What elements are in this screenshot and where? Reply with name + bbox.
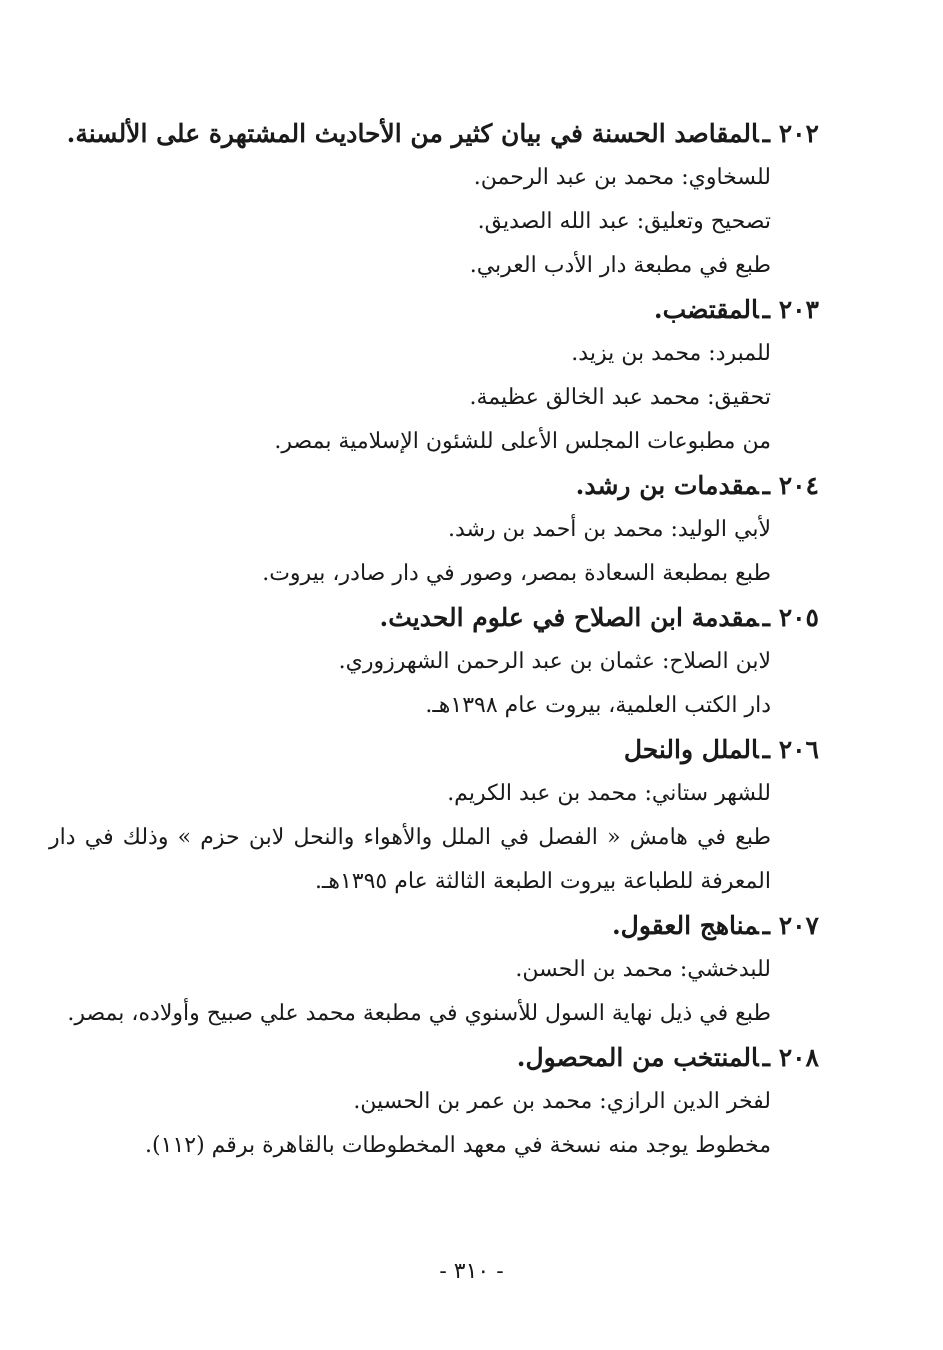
entry-202 bbox=[49, 112, 819, 288]
entry-publisher: طبع في ذيل نهاية السول للأسنوي في مطبعة محمد علي صبيح وأولاده، بمصر. bbox=[67, 1001, 771, 1026]
entry-208 bbox=[49, 1036, 819, 1168]
entry-title: مقدمات بن رشد. bbox=[575, 471, 759, 500]
entry-heading bbox=[49, 1036, 819, 1080]
entry-heading bbox=[49, 288, 819, 332]
entry-number: ٢٠٢ ـ bbox=[762, 119, 819, 148]
entry-207 bbox=[49, 904, 819, 1036]
entry-publisher: طبع بمطبعة السعادة بمصر، وصور في دار صادر، بيروت. bbox=[262, 561, 771, 586]
entry-editor: تصحيح وتعليق: عبد الله الصديق. bbox=[477, 209, 771, 234]
entry-heading bbox=[49, 904, 819, 948]
entry-number: ٢٠٧ ـ bbox=[762, 911, 819, 940]
entry-203 bbox=[49, 288, 819, 464]
entry-205 bbox=[49, 596, 819, 728]
entry-heading bbox=[49, 112, 819, 156]
entry-title: المقاصد الحسنة في بيان كثير من الأحاديث المشتهرة على الألسنة. bbox=[66, 119, 759, 148]
entry-heading bbox=[49, 464, 819, 508]
entry-author: للمبرد: محمد بن يزيد. bbox=[571, 341, 771, 366]
entry-publisher: طبع في مطبعة دار الأدب العربي. bbox=[469, 253, 771, 278]
entry-title: مقدمة ابن الصلاح في علوم الحديث. bbox=[379, 603, 759, 632]
entry-author: للسخاوي: محمد بن عبد الرحمن. bbox=[473, 165, 771, 190]
entry-publisher: دار الكتب العلمية، بيروت عام ١٣٩٨هـ. bbox=[425, 693, 771, 718]
entry-editor: تحقيق: محمد عبد الخالق عظيمة. bbox=[469, 385, 771, 410]
entry-author: لفخر الدين الرازي: محمد بن عمر بن الحسين. bbox=[353, 1089, 771, 1114]
entry-title: المنتخب من المحصول. bbox=[516, 1043, 759, 1072]
entry-title: المقتضب. bbox=[653, 295, 759, 324]
entry-publisher: طبع في هامش « الفصل في الملل والأهواء والنحل لابن حزم » وذلك في دار المعرفة للطباعة بيروت الطبعة الثالثة عام ١٣٩٥هـ. bbox=[49, 825, 771, 894]
bibliography-list bbox=[49, 112, 819, 1168]
entry-204 bbox=[49, 464, 819, 596]
entry-heading bbox=[49, 596, 819, 640]
entry-publisher: مخطوط يوجد منه نسخة في معهد المخطوطات بالقاهرة برقم (١١٢). bbox=[145, 1133, 771, 1158]
entry-number: ٢٠٤ ـ bbox=[762, 471, 819, 500]
entry-heading bbox=[49, 728, 819, 772]
page-number: - ٣١٠ - bbox=[439, 1259, 504, 1284]
entry-author: للبدخشي: محمد بن الحسن. bbox=[515, 957, 771, 982]
entry-title: مناهج العقول. bbox=[611, 911, 759, 940]
entry-title: الملل والنحل bbox=[623, 735, 759, 764]
entry-number: ٢٠٣ ـ bbox=[762, 295, 819, 324]
entry-number: ٢٠٨ ـ bbox=[762, 1043, 819, 1072]
entry-author: لأبي الوليد: محمد بن أحمد بن رشد. bbox=[447, 517, 771, 542]
entry-number: ٢٠٦ ـ bbox=[762, 735, 819, 764]
entry-publisher: من مطبوعات المجلس الأعلى للشئون الإسلامية بمصر. bbox=[274, 429, 771, 454]
entry-206 bbox=[49, 728, 819, 904]
entry-author: لابن الصلاح: عثمان بن عبد الرحمن الشهرزوري. bbox=[338, 649, 771, 674]
entry-author: للشهر ستاني: محمد بن عبد الكريم. bbox=[447, 781, 771, 806]
entry-number: ٢٠٥ ـ bbox=[762, 603, 819, 632]
